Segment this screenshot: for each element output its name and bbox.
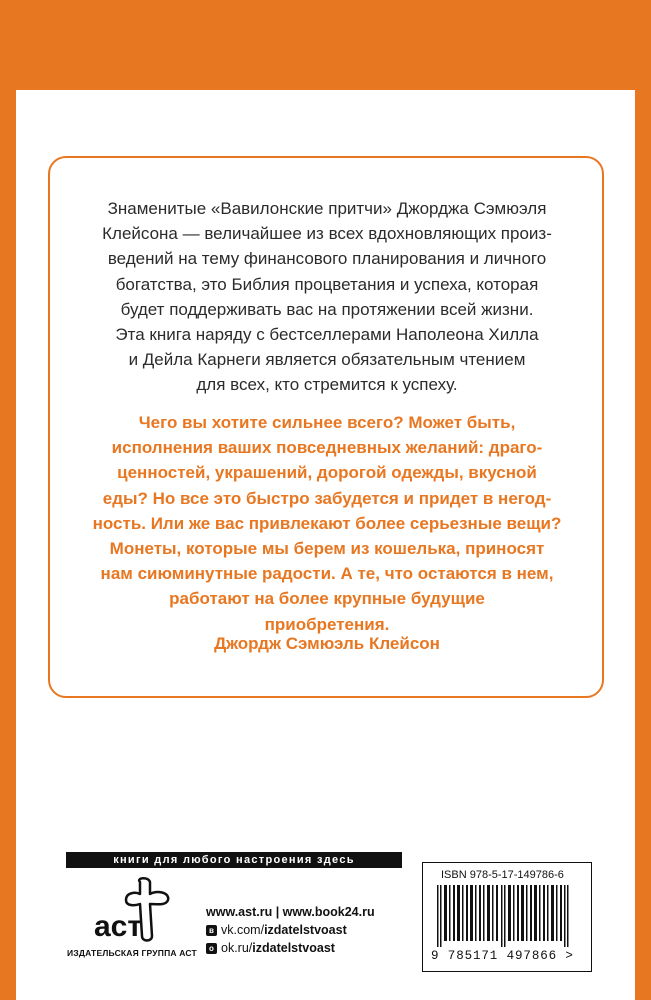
barcode-image [431,885,583,947]
description-line: для всех, кто стремится к успеху. [196,375,458,395]
quote-line: приобретения. [264,614,390,634]
quote-line: ность. Или же вас привлекают более серьезные вещи? [92,513,562,533]
description-line: Знаменитые «Вавилонские притчи» Джорджа Сэмюэля [107,199,547,218]
book-description [72,196,582,398]
quote-line: нам сиюминутные радости. А те, что остаются в нем, [100,564,554,584]
ok-icon: о [206,943,217,954]
publisher-name: ИЗДАТЕЛЬСКАЯ ГРУППА АСТ [67,948,197,958]
quote-line: ценностей, украшений, дорогой одежды, вкусной [117,463,537,483]
social-link-ok[interactable] [206,941,335,955]
quote-author: Джордж Сэмюэль Клейсон [214,634,440,653]
barcode-number: 9 785171 497866 > [431,949,574,963]
social-handle: izdatelstvoast [252,941,335,955]
logo-text: аст [94,910,143,943]
barcode-box [422,862,592,972]
quote-line: Чего вы хотите сильнее всего? Может быть, [138,413,516,432]
quote-line: исполнения ваших повседневных желаний: драго- [111,438,543,458]
description-line: богатства, это Библия процветания и успеха, которая [115,274,539,294]
social-prefix: ok.ru/ [221,941,253,955]
website-links[interactable]: www.ast.ru | www.book24.ru [206,905,375,919]
quote-block [72,410,582,637]
social-link-vk[interactable] [206,923,347,937]
ast-logo [80,876,184,946]
description-line: Клейсона — величайшее из всех вдохновляющих произ- [102,224,552,244]
quote-line: Монеты, которые мы берем из кошелька, приносят [109,539,545,559]
description-line: будет поддерживать вас на протяжении всей жизни. [120,299,534,319]
isbn-number: ISBN 978-5-17-149786-6 [441,869,564,881]
vk-icon: в [206,925,217,936]
social-handle: izdatelstvoast [264,923,347,937]
social-prefix: vk.com/ [221,923,265,937]
tagline-banner: книги для любого настроения здесь [66,852,402,868]
description-line: ведений на тему финансового планирования и личного [107,249,547,269]
quote-line: работают на более крупные будущие [169,589,485,609]
description-line: и Дейла Карнеги является обязательным чтением [128,350,526,370]
quote-line: еды? Но все это быстро забудется и придет в негод- [102,488,552,508]
description-line: Эта книга наряду с бестселлерами Наполеона Хилла [115,325,539,345]
